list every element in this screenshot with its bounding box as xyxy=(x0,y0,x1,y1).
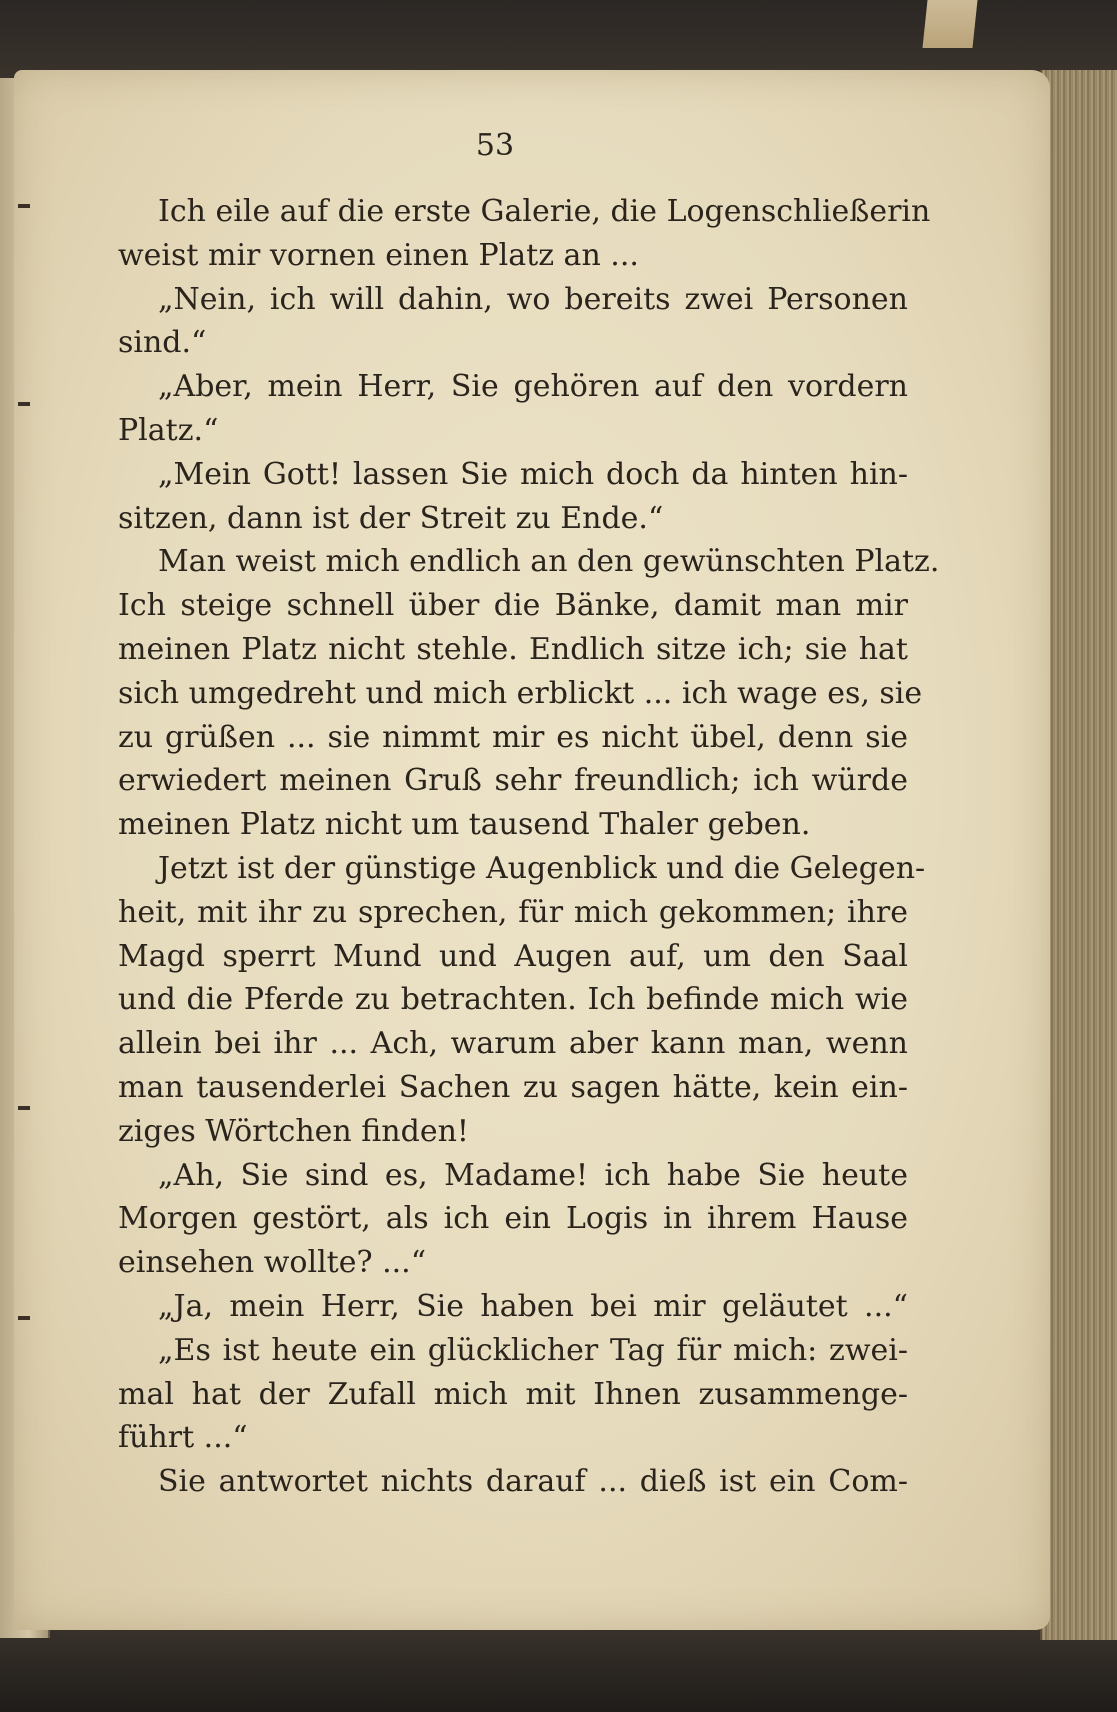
background-bottom xyxy=(0,1620,1117,1712)
text-line: mal hat der Zufall mich mit Ihnen zusammenge- xyxy=(118,1376,908,1412)
text-line: erwiedert meinen Gruß sehr freundlich; ich würde xyxy=(118,763,908,799)
text-line: führt ...“ xyxy=(118,1420,248,1456)
text-line: Morgen gestört, als ich ein Logis in ihrem Hause xyxy=(118,1201,908,1237)
text-line: man tausenderlei Sachen zu sagen hätte, kein ein- xyxy=(118,1069,908,1105)
body-text xyxy=(118,190,940,1504)
binding-mark xyxy=(18,1316,30,1320)
text-line: Ich eile auf die erste Galerie, die Logenschließerin xyxy=(158,194,931,229)
text-line: „Mein Gott! lassen Sie mich doch da hinten hin- xyxy=(158,456,908,492)
text-line: „Es ist heute ein glücklicher Tag für mich: zwei- xyxy=(158,1332,908,1368)
text-line: allein bei ihr ... Ach, warum aber kann man, wenn xyxy=(118,1026,908,1062)
text-line: Magd sperrt Mund und Augen auf, um den Saal xyxy=(118,938,908,974)
text-line: sitzen, dann ist der Streit zu Ende.“ xyxy=(118,500,664,536)
text-line: weist mir vornen einen Platz an ... xyxy=(118,237,639,273)
text-line: meinen Platz nicht um tausend Thaler geben. xyxy=(118,807,811,843)
page-block-edges xyxy=(1040,70,1117,1640)
text-line: einsehen wollte? ...“ xyxy=(118,1245,427,1281)
text-line: Ich steige schnell über die Bänke, damit man mir xyxy=(118,588,908,624)
text-line: meinen Platz nicht stehle. Endlich sitze ich; sie hat xyxy=(118,631,908,667)
text-line: und die Pferde zu betrachten. Ich befinde mich wie xyxy=(118,982,908,1018)
text-line: ziges Wörtchen finden! xyxy=(118,1113,469,1149)
text-line: zu grüßen ... sie nimmt mir es nicht übel, denn sie xyxy=(118,719,908,755)
text-line: „Ja, mein Herr, Sie haben bei mir geläutet ...“ xyxy=(158,1288,908,1324)
page-number: 53 xyxy=(475,128,515,163)
text-line: Jetzt ist der günstige Augenblick und die Gelegen- xyxy=(158,850,926,886)
text-line: Platz.“ xyxy=(118,412,219,448)
binding-mark xyxy=(18,1106,30,1110)
text-line: „Nein, ich will dahin, wo bereits zwei Personen xyxy=(158,281,908,317)
text-line: sind.“ xyxy=(118,325,207,361)
bookmark-tab xyxy=(922,0,977,48)
text-line: sich umgedreht und mich erblickt ... ich wage es, sie xyxy=(118,675,923,711)
binding-mark xyxy=(18,204,30,208)
text-line: „Aber, mein Herr, Sie gehören auf den vordern xyxy=(158,369,908,405)
text-line: heit, mit ihr zu sprechen, für mich gekommen; ihre xyxy=(118,894,908,930)
binding-mark xyxy=(18,402,30,406)
text-line: Sie antwortet nichts darauf ... dieß ist ein Com- xyxy=(158,1464,908,1500)
text-line: „Ah, Sie sind es, Madame! ich habe Sie heute xyxy=(158,1157,908,1193)
text-line: Man weist mich endlich an den gewünschten Platz. xyxy=(158,544,940,580)
